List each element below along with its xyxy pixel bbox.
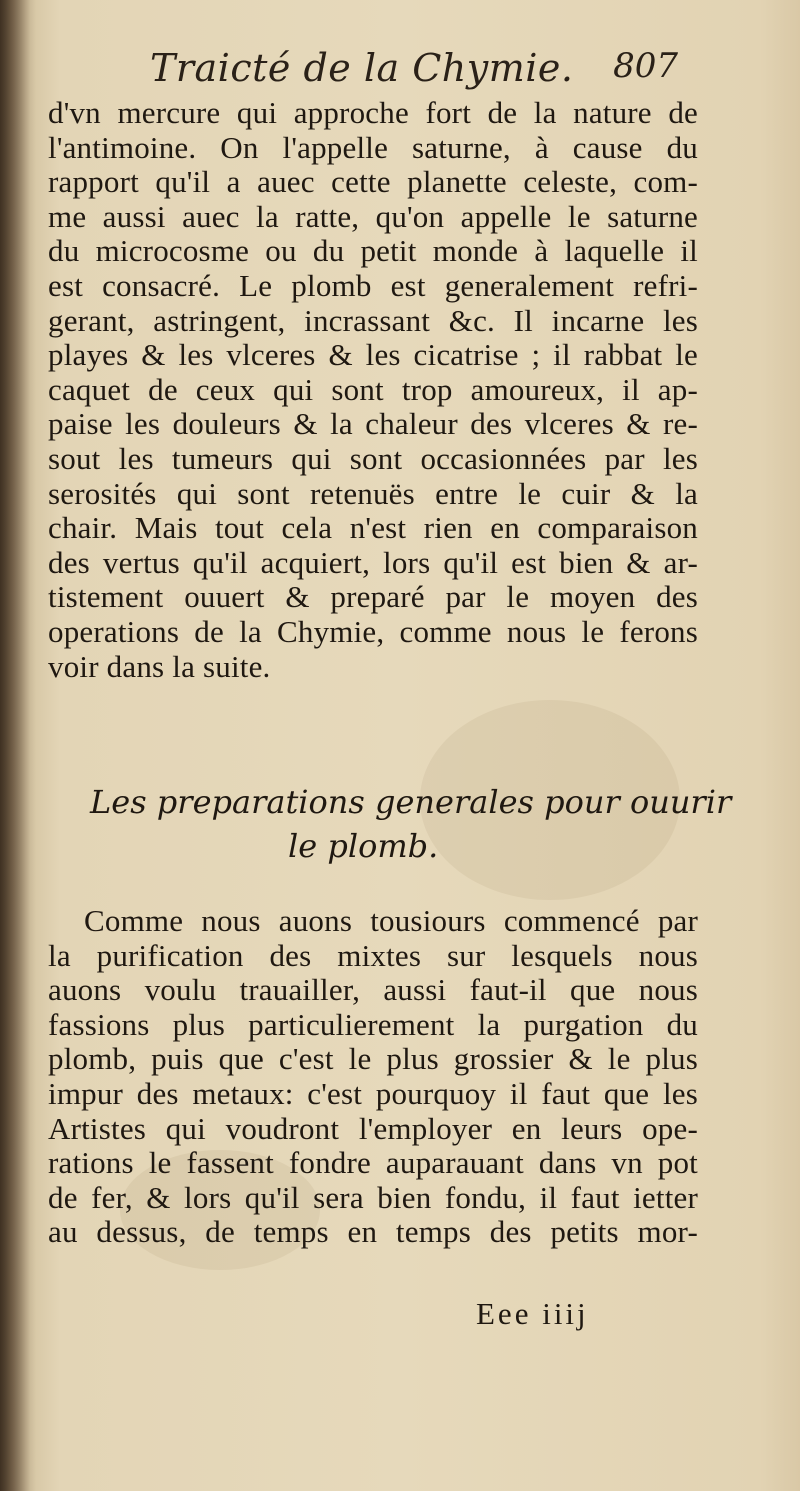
section-heading-line: le plomb. <box>288 827 439 865</box>
text-line: rapport qu'il a auec cette planette celeste, com- <box>48 164 698 200</box>
section-heading <box>90 780 732 868</box>
text-line: Artistes qui voudront l'employer en leurs ope- <box>48 1110 698 1146</box>
page-number: 807 <box>613 46 678 86</box>
text-line: sout les tumeurs qui sont occasionnées par les <box>48 440 698 476</box>
running-title: Traicté de la Chymie. <box>150 46 574 90</box>
signature-mark: Eee iiij <box>476 1296 589 1331</box>
text-line: la purification des mixtes sur lesquels nous <box>48 937 698 973</box>
text-line: operations de la Chymie, comme nous le ferons <box>48 613 698 649</box>
text-line: playes & les vlceres & les cicatrise ; il rabbat le <box>48 337 698 373</box>
text-line: serosités qui sont retenuës entre le cuir & la <box>48 475 698 511</box>
text-line: paise les douleurs & la chaleur des vlceres & re- <box>48 406 698 442</box>
paragraph-1 <box>48 96 698 684</box>
text-line: gerant, astringent, incrassant &c. Il incarne les <box>48 302 698 338</box>
section-heading-line: Les preparations generales pour ouurir <box>90 783 732 821</box>
text-line: rations le fassent fondre auparauant dans vn pot <box>48 1145 698 1181</box>
text-line: d'vn mercure qui approche fort de la nature de <box>48 95 698 130</box>
text-line: de fer, & lors qu'il sera bien fondu, il faut ietter <box>48 1179 698 1215</box>
text-line: au dessus, de temps en temps des petits mor- <box>48 1214 698 1250</box>
text-line: voir dans la suite. <box>48 648 271 684</box>
text-line: Comme nous auons tousiours commencé par <box>84 903 698 938</box>
text-line: du microcosme ou du petit monde à laquelle il <box>48 233 698 269</box>
spine-shadow <box>0 0 36 1491</box>
text-line: caquet de ceux qui sont trop amoureux, il ap- <box>48 371 698 407</box>
text-line: tistement ouuert & preparé par le moyen des <box>48 579 698 615</box>
page-header <box>140 46 700 96</box>
text-line: auons voulu trauailler, aussi faut-il que nous <box>48 972 698 1008</box>
text-line: chair. Mais tout cela n'est rien en comparaison <box>48 510 698 546</box>
text-line: est consacré. Le plomb est generalement refri- <box>48 267 698 303</box>
text-line: fassions plus particulierement la purgation du <box>48 1006 698 1042</box>
text-line: impur des metaux: c'est pourquoy il faut que les <box>48 1075 698 1111</box>
text-line: plomb, puis que c'est le plus grossier & le plus <box>48 1041 698 1077</box>
text-line: l'antimoine. On l'appelle saturne, à cause du <box>48 129 698 165</box>
text-line: des vertus qu'il acquiert, lors qu'il est bien & ar- <box>48 544 698 580</box>
text-line: me aussi auec la ratte, qu'on appelle le saturne <box>48 198 698 234</box>
paragraph-2 <box>48 904 698 1250</box>
